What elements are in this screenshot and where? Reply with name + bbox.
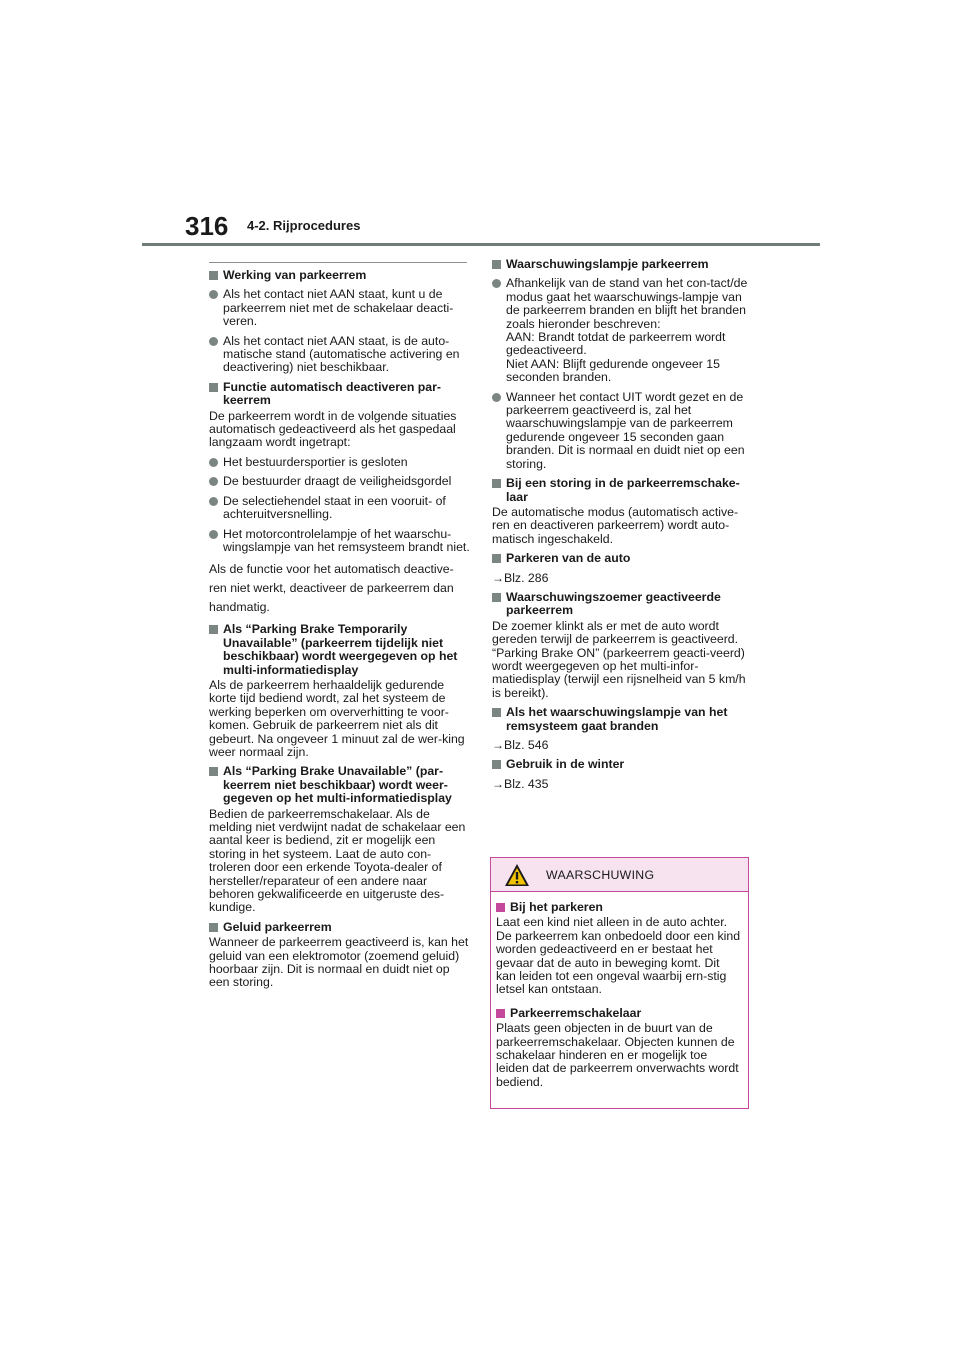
heading-parking-brake-operation: Werking van parkeerrem (209, 269, 471, 282)
paragraph: Laat een kind niet alleen in de auto achter. De parkeerrem kan onbedoeld door een kind worden gedeactiveerd en er bestaat het gevaar dat de auto in beweging komt. Dit kan leiden tot een ongeval waarbij ern-stig letsel kan ontstaan. (496, 915, 741, 997)
section-title: 4-2. Rijprocedures (247, 218, 361, 233)
paragraph: Als de functie voor het automatisch deactive-ren niet werkt, deactiveer de parkeerrem dan handmatig. (209, 562, 454, 615)
heading-brake-warning-light: Als het waarschuwingslampje van het remsysteem gaat branden (492, 706, 754, 733)
heading-warning-buzzer: Waarschuwingszoemer geactiveerde parkeerrem (492, 591, 754, 618)
page-reference (492, 739, 754, 752)
warning-header (491, 858, 748, 892)
list-item-text: Niet AAN: Blijft gedurende ongeveer 15 seconden branden. (506, 356, 720, 385)
heading-parking-brake-sound: Geluid parkeerrem (209, 921, 471, 934)
warning-box (490, 857, 749, 1109)
right-column (492, 258, 754, 791)
list-item: Wanneer het contact UIT wordt gezet en de parkeerrem geactiveerd is, zal het waarschuwingslampje van de parkeerrem gedurende ongeveer 15 seconden gaan branden. Dit is normaal en duidt niet op een storing. (492, 391, 754, 471)
heading-parking-vehicle: Parkeren van de auto (492, 552, 754, 565)
paragraph: De parkeerrem wordt in de volgende situaties automatisch gedeactiveerd als het gaspedaal langzaam wordt ingetrapt: (209, 408, 457, 450)
left-column (209, 258, 471, 990)
page-reference (492, 572, 754, 585)
warning-title: WAARSCHUWING (546, 868, 655, 882)
list-item-text: AAN: Brandt totdat de parkeerrem wordt gedeactiveerd. (506, 330, 726, 358)
page-link[interactable]: Blz. 435 (504, 776, 549, 791)
arrow-icon: → (492, 738, 504, 752)
heading-temporarily-unavailable: Als “Parking Brake Temporarily Unavailable” (parkeerrem tijdelijk niet beschikbaar) wordt weergegeven op het multi-informatiedisplay (209, 623, 471, 677)
heading-warning-light: Waarschuwingslampje parkeerrem (492, 258, 754, 271)
arrow-icon: → (492, 776, 504, 791)
list-item: De selectiehendel staat in een vooruit- of achteruitversnelling. (209, 495, 471, 522)
heading-winter-use: Gebruik in de winter (492, 758, 754, 771)
heading-unavailable: Als “Parking Brake Unavailable” (par-keerrem niet beschikbaar) wordt weer-gegeven op het multi-informatiedisplay (209, 765, 471, 805)
column-divider (209, 262, 467, 263)
paragraph: De automatische modus (automatisch active-ren en deactiveren parkeerrem) wordt auto-matisch ingeschakeld. (492, 504, 739, 546)
paragraph: Wanneer de parkeerrem geactiveerd is, kan het geluid van een elektromotor (zoemend geluid) hoorbaar zijn. Dit is normaal en duidt niet op een storing. (209, 935, 469, 990)
paragraph: Bedien de parkeerremschakelaar. Als de melding niet verdwijnt nadat de schakelaar een aantal keer is bediend, zit er mogelijk een storing in het systeem. Laat de auto con-troleren door een erkende Toyota-dealer of hersteller/reparateur of een andere naar behoren gekwalificeerde en uitgeruste des-kundige. (209, 806, 466, 915)
heading-when-parking: Bij het parkeren (496, 901, 742, 914)
heading-parking-brake-switch: Parkeerremschakelaar (496, 1007, 742, 1020)
list-item: Als het contact niet AAN staat, is de auto-matische stand (automatische activering en deactivering) niet beschikbaar. (209, 335, 471, 375)
list-item (492, 277, 754, 384)
header-divider (142, 243, 820, 246)
list-item: Het motorcontrolelampje of het waarschu-wingslampje van het remsysteem brandt niet. (209, 528, 471, 555)
paragraph: Plaats geen objecten in de buurt van de parkeerremschakelaar. Objecten kunnen de schakelaar hinderen en er mogelijk toe leiden dat de parkeerrem onverwachts wordt bediend. (496, 1021, 739, 1089)
page-link[interactable]: Blz. 546 (504, 738, 549, 752)
list-item: Als het contact niet AAN staat, kunt u de parkeerrem niet met de schakelaar deacti-veren. (209, 288, 471, 328)
page-header (0, 0, 960, 250)
list-item: De bestuurder draagt de veiligheidsgordel (209, 475, 471, 488)
list-item-text: Afhankelijk van de stand van het con-tact/de modus gaat het waarschuwings-lampje van de parkeerrem branden en blijft het branden zoals hieronder beschreven: (506, 276, 748, 331)
page-reference (492, 778, 754, 791)
heading-switch-malfunction: Bij een storing in de parkeerremschake-laar (492, 477, 754, 504)
heading-auto-release: Functie automatisch deactiveren par-keerrem (209, 381, 471, 408)
arrow-icon: → (492, 570, 504, 585)
warning-body (491, 892, 748, 1089)
paragraph: Als de parkeerrem herhaaldelijk gedurende korte tijd bediend wordt, zal het systeem de werking beperken om oververhitting te voor-komen. Gebruik de parkeerrem niet als dit gebeurt. Na ongeveer 1 minuut zal de wer-king weer normaal zijn. (209, 677, 465, 759)
list-item: Het bestuurdersportier is gesloten (209, 456, 471, 469)
page-number: 316 (185, 211, 229, 241)
page-link[interactable]: Blz. 286 (504, 570, 549, 585)
warning-triangle-icon (504, 863, 530, 887)
paragraph: De zoemer klinkt als er met de auto wordt gereden terwijl de parkeerrem is geactiveerd. “Parking Brake ON” (parkeerrem geacti-veerd) wordt weergegeven op het multi-infor-matiedisplay (terwijl een rijsnelheid van 5 km/h is bereikt). (492, 618, 746, 700)
